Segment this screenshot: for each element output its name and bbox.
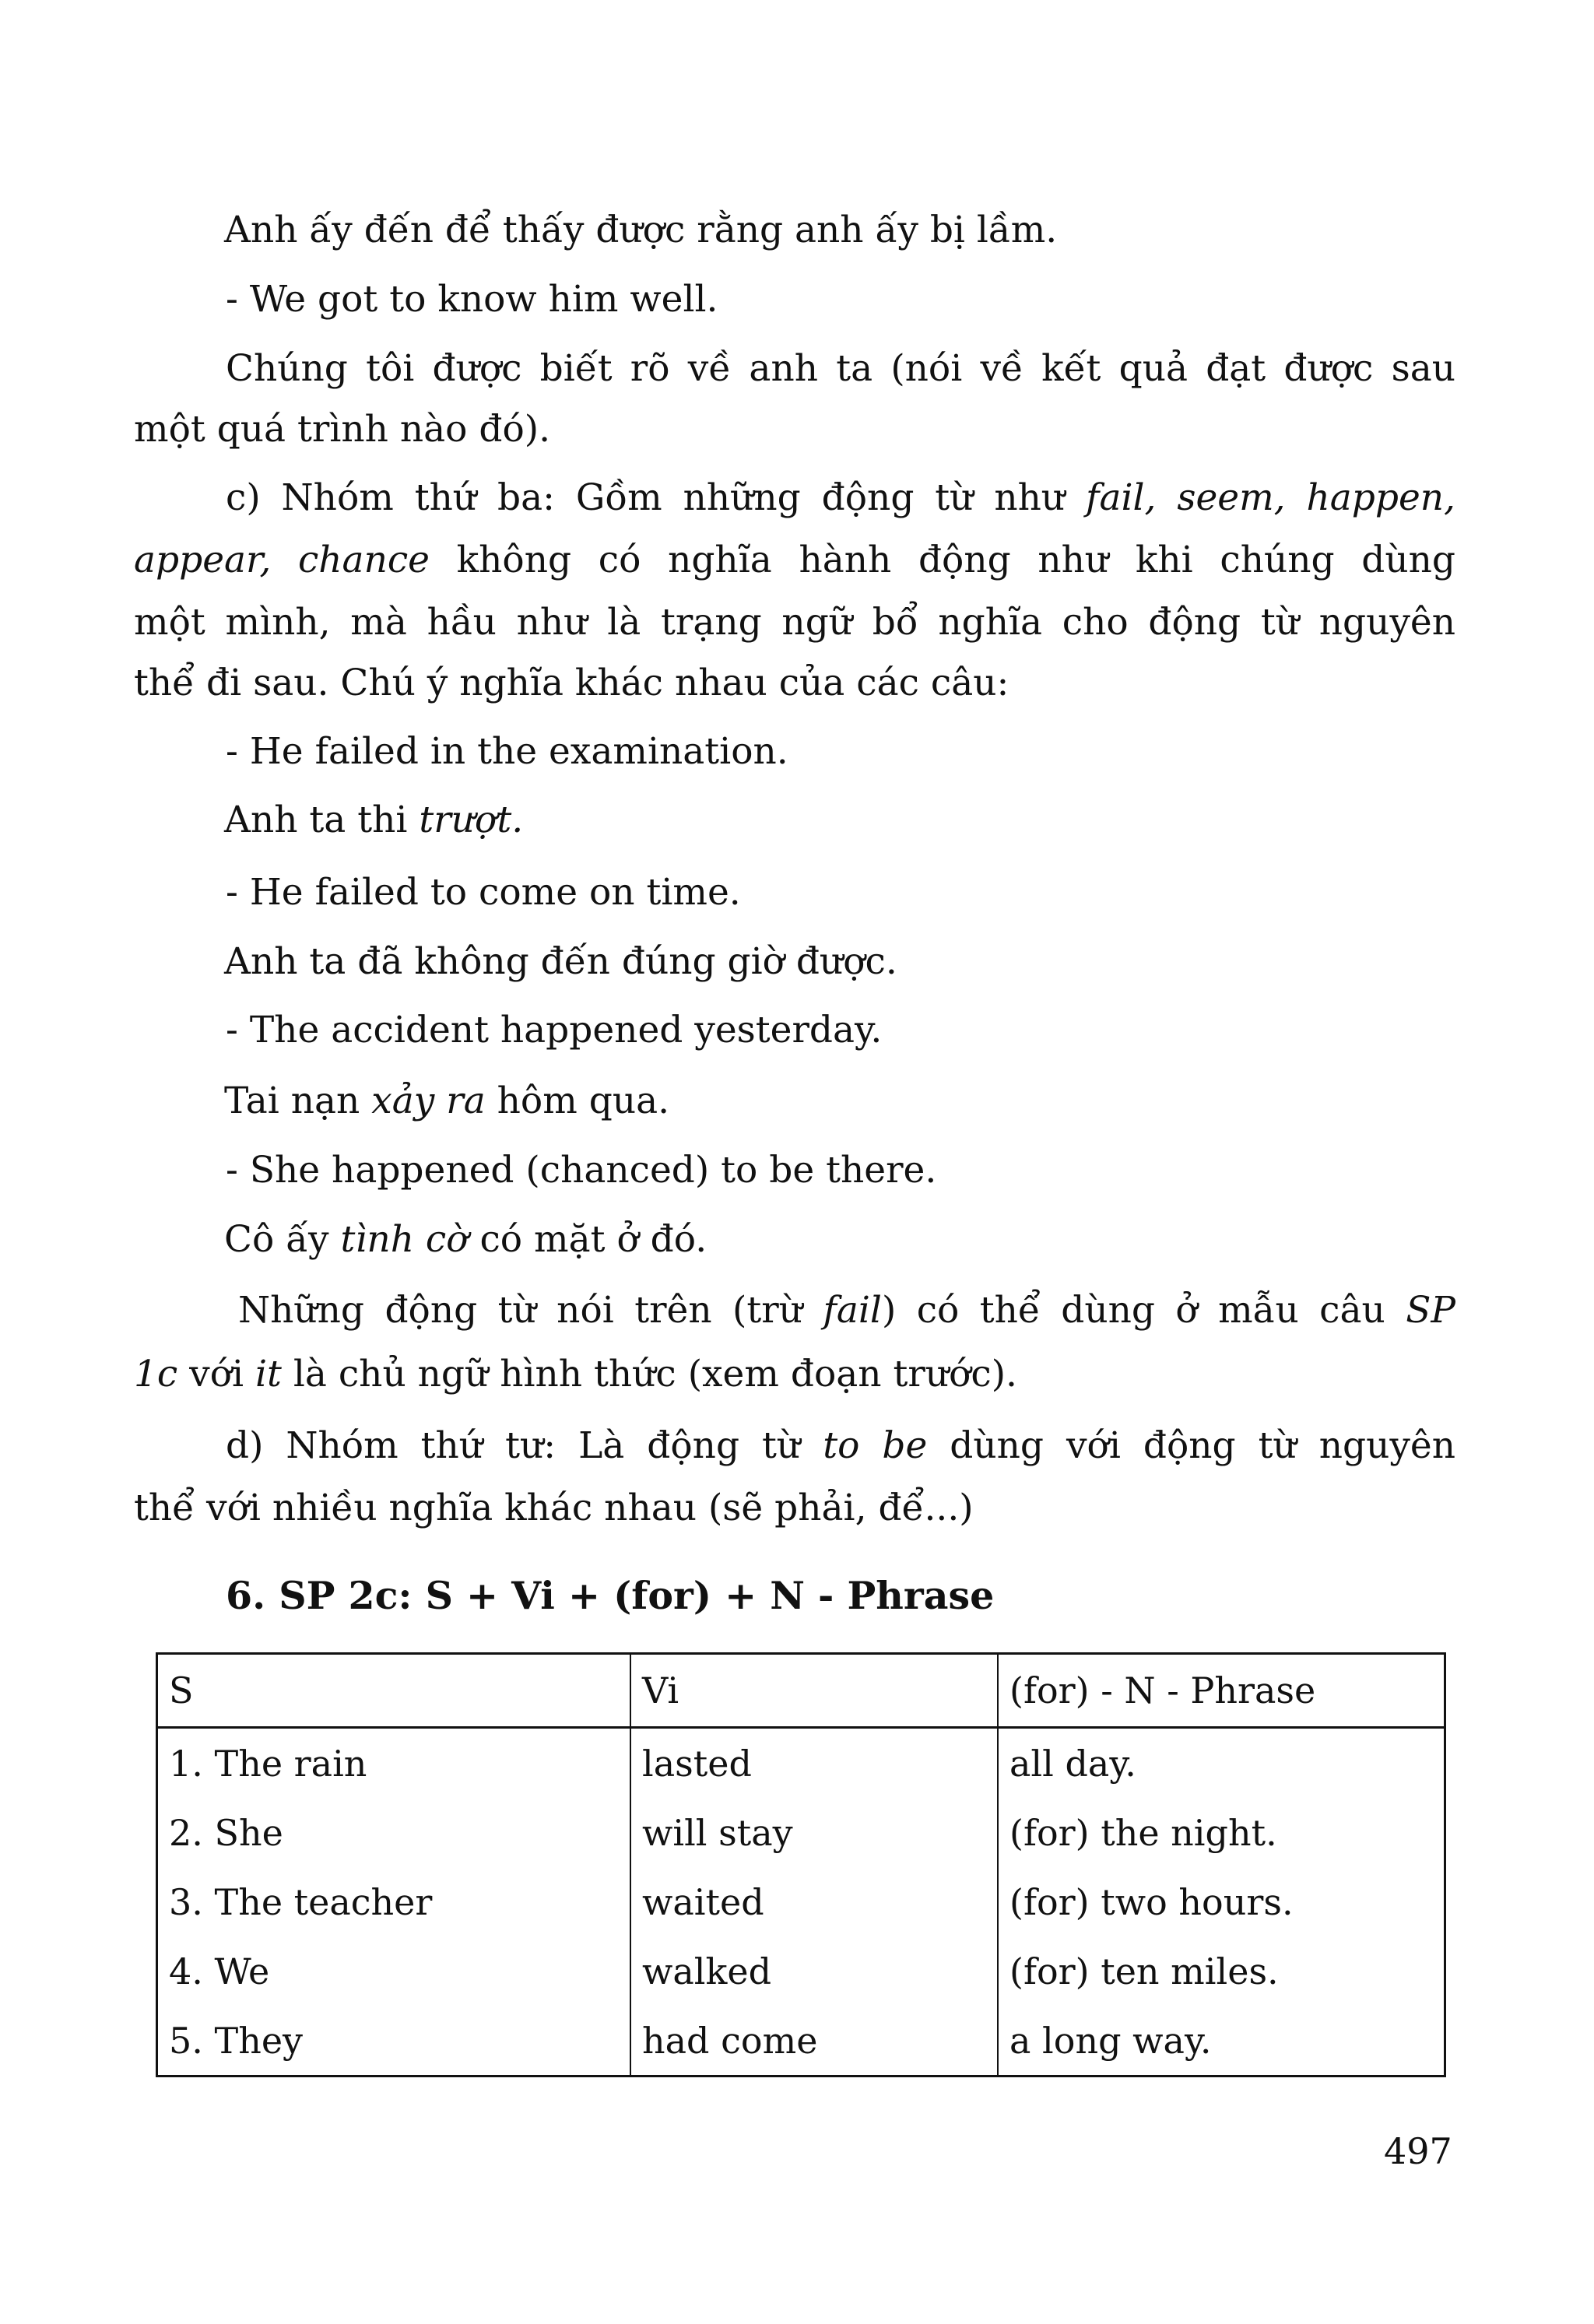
example-translation: Anh ta đã không đến đúng giờ được.: [224, 940, 897, 983]
column-header: S: [157, 1654, 631, 1728]
table-cell: will stay: [630, 1798, 998, 1867]
table-header-row: [157, 1654, 1445, 1728]
table-cell: (for) the night.: [998, 1798, 1445, 1867]
italic-term: trượt.: [419, 799, 524, 841]
table-row: [157, 2006, 1445, 2077]
table-cell: 1. The rain: [157, 1728, 631, 1799]
table-cell: waited: [630, 1867, 998, 1936]
table-row: [157, 1798, 1445, 1867]
table-cell: walked: [630, 1936, 998, 2006]
table-cell: (for) ten miles.: [998, 1936, 1445, 2006]
page-number: 497: [1384, 2130, 1452, 2172]
section-heading: 6. SP 2c: S + Vi + (for) + N - Phrase: [226, 1573, 995, 1618]
example-sentence: - She happened (chanced) to be there.: [226, 1149, 937, 1192]
example-sentence: - We got to know him well.: [226, 278, 718, 321]
italic-term: SP: [1406, 1289, 1456, 1332]
paragraph-line: Chúng tôi được biết rõ về anh ta (nói về kết quả đạt được sau: [226, 347, 1455, 390]
table-row: [157, 1936, 1445, 2006]
sentence-pattern-table: [156, 1652, 1446, 2077]
paragraph-line: một quá trình nào đó).: [134, 408, 551, 451]
paragraph-line: 1c với it là chủ ngữ hình thức (xem đoạn trước).: [134, 1353, 1017, 1395]
table-cell: 5. They: [157, 2006, 631, 2077]
paragraph-line: Những động từ nói trên (trừ fail) có thể dùng ở mẫu câu SP: [238, 1289, 1456, 1332]
italic-term: fail: [823, 1289, 882, 1332]
example-sentence: - He failed in the examination.: [226, 730, 788, 773]
table-cell: all day.: [998, 1728, 1445, 1799]
italic-term: appear, chance: [134, 539, 430, 581]
table-cell: a long way.: [998, 2006, 1445, 2077]
paragraph-line: một mình, mà hầu như là trạng ngữ bổ nghĩa cho động từ nguyên: [134, 601, 1455, 644]
italic-term: to be: [823, 1424, 928, 1467]
italic-term: fail, seem, happen,: [1086, 476, 1455, 519]
italic-term: 1c: [134, 1353, 178, 1395]
paragraph-line: d) Nhóm thứ tư: Là động từ to be dùng với động từ nguyên: [226, 1424, 1456, 1467]
italic-term: xảy ra: [371, 1080, 486, 1122]
paragraph-line: appear, chance không có nghĩa hành động như khi chúng dùng: [134, 539, 1455, 581]
table-cell: 3. The teacher: [157, 1867, 631, 1936]
table-cell: lasted: [630, 1728, 998, 1799]
example-translation: Anh ta thi trượt.: [224, 799, 524, 841]
paragraph-line: Anh ấy đến để thấy được rằng anh ấy bị lầm.: [224, 209, 1058, 251]
column-header: (for) - N - Phrase: [998, 1654, 1445, 1728]
example-translation: Tai nạn xảy ra hôm qua.: [224, 1080, 670, 1122]
paragraph-line: thể với nhiều nghĩa khác nhau (sẽ phải, để...): [134, 1487, 974, 1529]
example-sentence: - The accident happened yesterday.: [226, 1009, 883, 1051]
table-cell: had come: [630, 2006, 998, 2077]
paragraph-line: c) Nhóm thứ ba: Gồm những động từ như fail, seem, happen,: [226, 476, 1455, 519]
example-sentence: - He failed to come on time.: [226, 871, 741, 914]
table-cell: 2. She: [157, 1798, 631, 1867]
example-translation: Cô ấy tình cờ có mặt ở đó.: [224, 1218, 707, 1261]
table-row: [157, 1728, 1445, 1799]
column-header: Vi: [630, 1654, 998, 1728]
table-cell: (for) two hours.: [998, 1867, 1445, 1936]
table-row: [157, 1867, 1445, 1936]
italic-term: tình cờ: [340, 1218, 469, 1261]
paragraph-line: thể đi sau. Chú ý nghĩa khác nhau của các câu:: [134, 662, 1009, 704]
italic-term: it: [255, 1353, 282, 1395]
table-cell: 4. We: [157, 1936, 631, 2006]
